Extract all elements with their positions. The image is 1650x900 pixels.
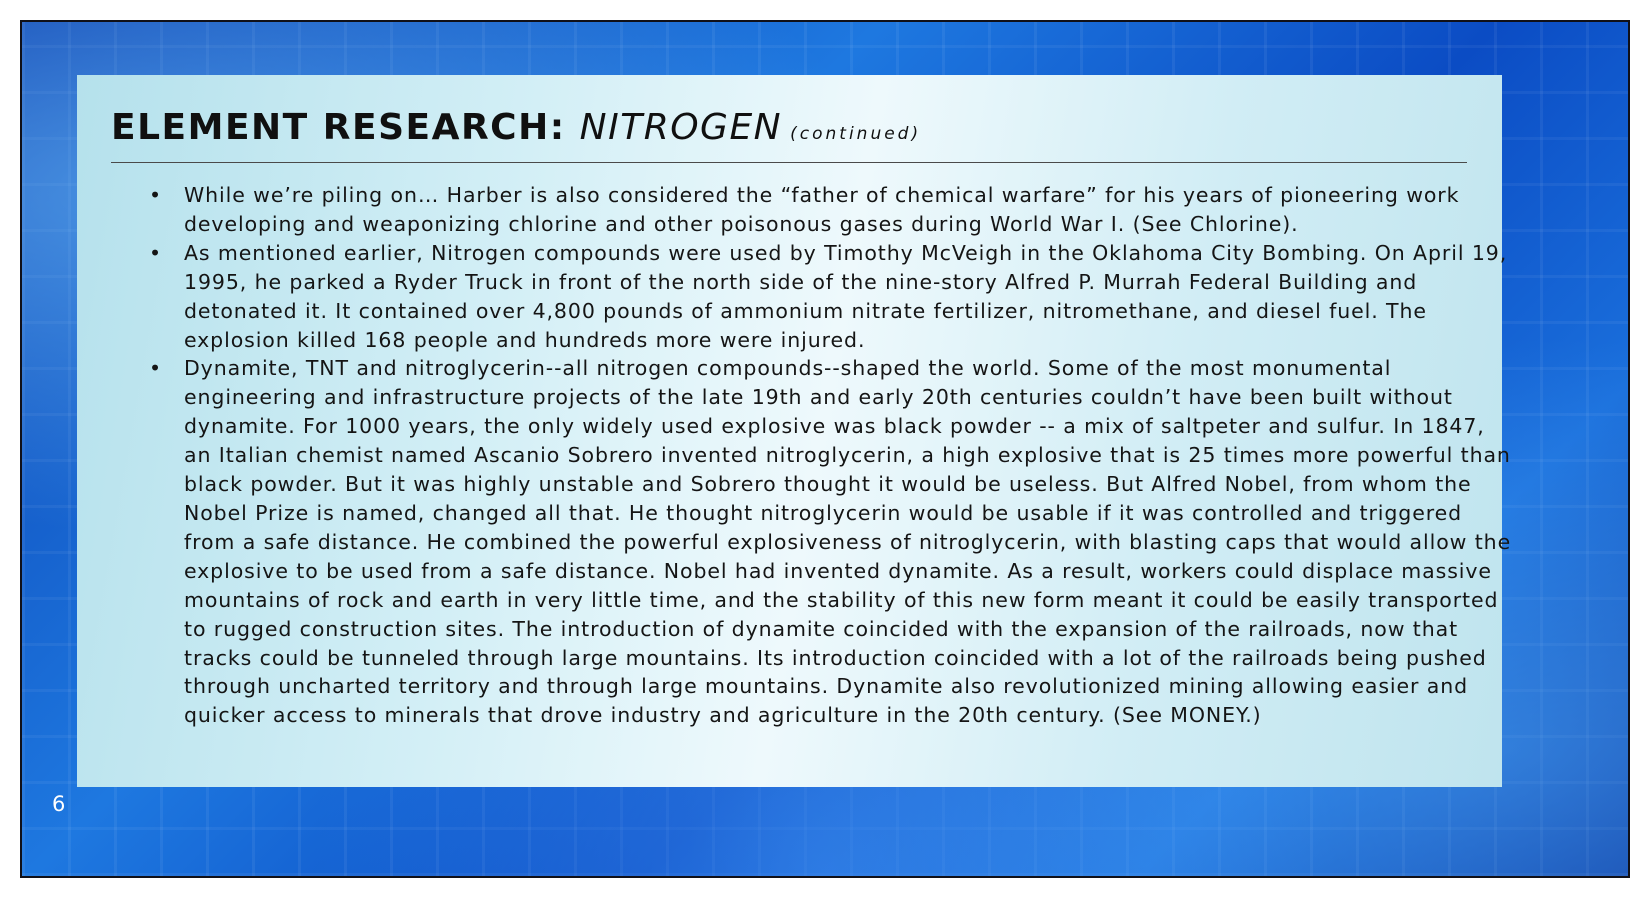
title-divider (111, 162, 1467, 163)
slide-title (111, 103, 921, 159)
content-panel (77, 75, 1512, 787)
bullet-item: • While we’re piling on… Harber is also considered the “father of chemical warfare” for his years of pioneering work developing and weaponizing chlorine and other poisonous gases during World War I. (See Chlorine). (184, 181, 1514, 239)
page-number: 6 (52, 792, 66, 816)
slide (20, 20, 1630, 878)
bullet-item: • As mentioned earlier, Nitrogen compounds were used by Timothy McVeigh in the Oklahoma City Bombing. On April 19, 1995, he parked a Ryder Truck in front of the north side of the nine-story Alfred P. Murrah Federal Building and detonated it. It contained over 4,800 pounds of ammonium nitrate fertilizer, nitromethane, and diesel fuel. The explosion killed 168 people and hundreds more were injured. (184, 239, 1514, 355)
bullet-item: • Dynamite, TNT and nitroglycerin--all nitrogen compounds--shaped the world. Some of the most monumental engineering and infrastructure projects of the late 19th and early 20th centuries couldn’t have been built without dynamite. For 1000 years, the only widely used explosive was black powder -- a mix of saltpeter and sulfur. In 1847, an Italian chemist named Ascanio Sobrero invented nitroglycerin, a high explosive that is 25 times more powerful than black powder. But it was highly unstable and Sobrero thought it would be useless. But Alfred Nobel, from whom the Nobel Prize is named, changed all that. He thought nitroglycerin would be usable if it was controlled and triggered from a safe distance. He combined the powerful explosiveness of nitroglycerin, with blasting caps that would allow the explosive to be used from a safe distance. Nobel had invented dynamite. As a result, workers could displace massive mountains of rock and earth in very little time, and the stability of this new form meant it could be easily transported to rugged construction sites. The introduction of dynamite coincided with the expansion of the railroads, now that tracks could be tunneled through large mountains. Its introduction coincided with a lot of the railroads being pushed through uncharted territory and through large mountains. Dynamite also revolutionized mining allowing easier and quicker access to minerals that drove industry and agriculture in the 20th century. (See MONEY.) (184, 354, 1514, 730)
title-suffix: (continued) (790, 124, 922, 144)
bullet-list (149, 181, 1514, 730)
title-element: NITROGEN (579, 107, 783, 148)
title-main: ELEMENT RESEARCH: (111, 107, 580, 148)
